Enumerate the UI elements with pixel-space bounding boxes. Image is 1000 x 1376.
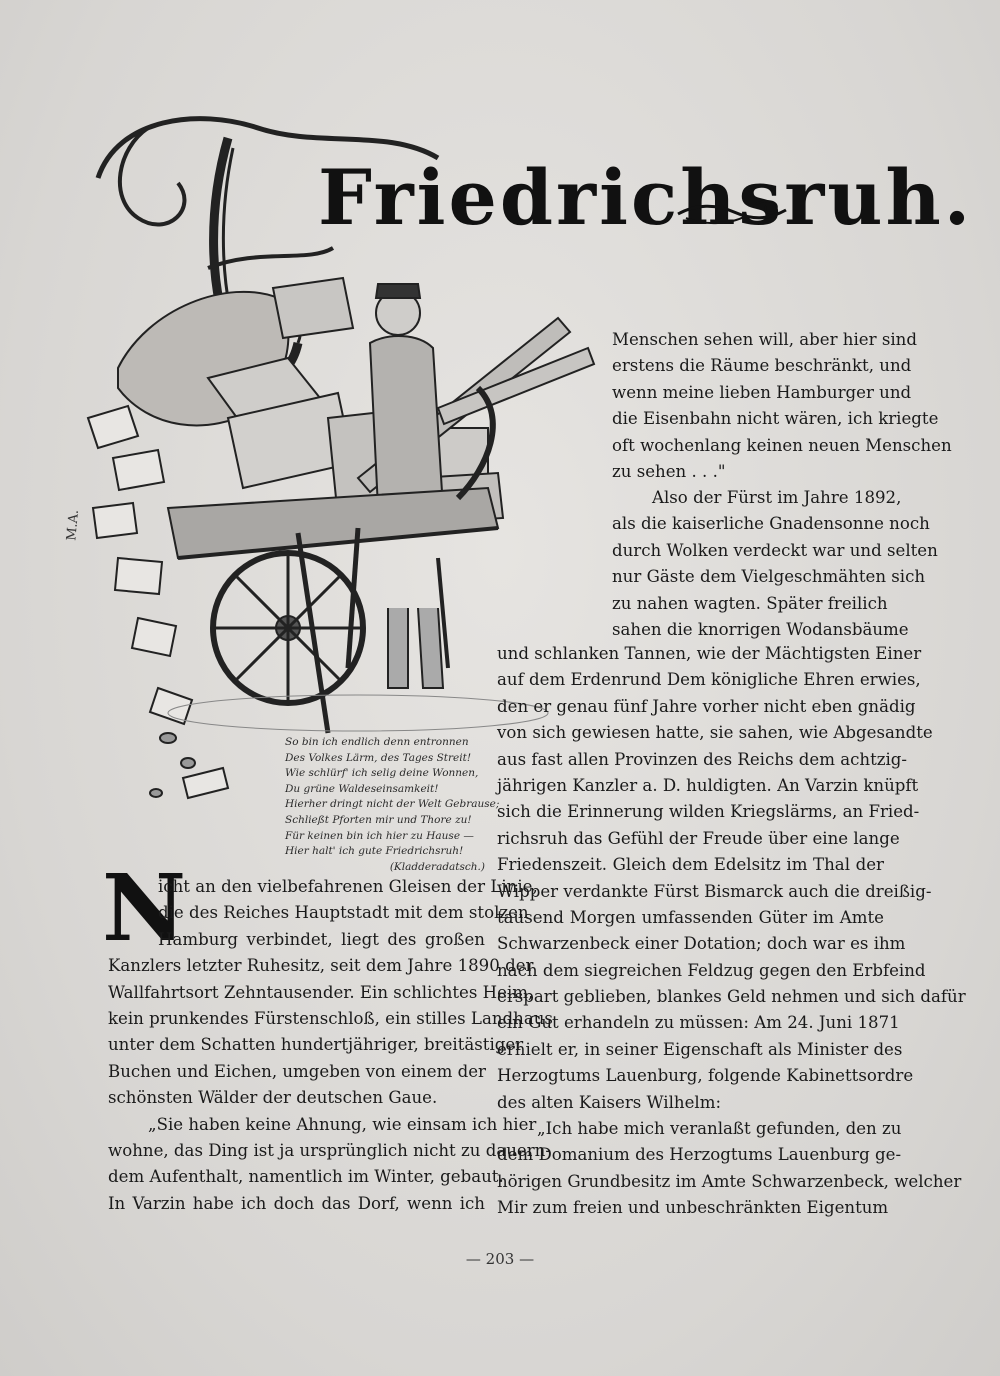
text-line: ein Gut erhandeln zu müssen: Am 24. Juni 1871 bbox=[497, 1013, 900, 1033]
poem-line: Wie schlürf' ich selig deine Wonnen, bbox=[285, 767, 479, 780]
text-line: erstens die Räume beschränkt, und bbox=[612, 356, 912, 376]
text-line: icht an den vielbefahrenen Gleisen der Linie, bbox=[158, 877, 538, 896]
text-line: zu sehen . . ." bbox=[612, 461, 726, 481]
text-line: von sich gewiesen hatte, sie sahen, wie Abgesandte bbox=[497, 723, 933, 743]
text-line: Friedenszeit. Gleich dem Edelsitz im Thal der bbox=[497, 855, 884, 875]
page-number: — 203 — bbox=[465, 1250, 535, 1268]
text-line: Menschen sehen will, aber hier sind bbox=[612, 330, 917, 349]
text-line: Also der Fürst im Jahre 1892, bbox=[652, 488, 902, 507]
text-line: durch Wolken verdeckt war und selten bbox=[612, 540, 938, 560]
poem-line: Du grüne Waldeseinsamkeit! bbox=[285, 782, 439, 795]
text-line: schönsten Wälder der deutschen Gaue. bbox=[108, 1088, 438, 1108]
text-line: tausend Morgen umfassenden Güter im Amte bbox=[497, 907, 884, 927]
text-line: „Sie haben keine Ahnung, wie einsam ich hier bbox=[148, 1114, 537, 1134]
text-line: wohne, das Ding ist ja ursprünglich nicht zu dauern- bbox=[108, 1140, 551, 1160]
text-line: „Ich habe mich veranlaßt gefunden, den zu bbox=[537, 1119, 902, 1139]
text-line: oft wochenlang keinen neuen Menschen bbox=[612, 435, 952, 455]
poem-source: (Kladderadatsch.) bbox=[389, 860, 485, 873]
text-line: den er genau fünf Jahre vorher nicht eben gnädig bbox=[497, 696, 916, 716]
left-column-text bbox=[108, 874, 553, 1217]
text-line: Kanzlers letzter Ruhesitz, seit dem Jahre 1890 der bbox=[108, 956, 534, 976]
poem-line: Des Volkes Lärm, des Tages Streit! bbox=[285, 751, 472, 764]
text-line: Wallfahrtsort Zehntausender. Ein schlichtes Heim, bbox=[108, 982, 534, 1002]
text-line: die Eisenbahn nicht wären, ich kriegte bbox=[612, 409, 939, 429]
poem-line: Schließt Pforten mir und Thore zu! bbox=[285, 813, 472, 826]
text-line: Buchen und Eichen, umgeben von einem der bbox=[108, 1061, 486, 1081]
text-line: In Varzin habe ich doch das Dorf, wenn ich bbox=[108, 1193, 485, 1213]
poem-line: Für keinen bin ich hier zu Hause — bbox=[285, 829, 474, 842]
text-line: sahen die knorrigen Wodansbäume bbox=[612, 619, 909, 639]
text-line: die des Reiches Hauptstadt mit dem stolzen bbox=[158, 903, 529, 923]
text-line: erhielt er, in seiner Eigenschaft als Minister des bbox=[497, 1039, 903, 1059]
right-column-paragraph-2-narrow bbox=[612, 485, 938, 643]
text-line: jährigen Kanzler a. D. huldigten. An Varzin knüpft bbox=[497, 775, 919, 795]
text-line: nach dem siegreichen Feldzug gegen den Erbfeind bbox=[497, 960, 926, 980]
text-line: hörigen Grundbesitz im Amte Schwarzenbeck, welcher bbox=[497, 1171, 962, 1191]
text-line: nur Gäste dem Vielgeschmähten sich bbox=[612, 567, 926, 587]
text-line: Herzogtums Lauenburg, folgende Kabinettsordre bbox=[497, 1066, 914, 1086]
poem-line: Hier halt' ich gute Friedrichsruh! bbox=[285, 845, 464, 858]
drop-cap: N bbox=[102, 854, 187, 962]
text-line: kein prunkendes Fürstenschloß, ein stilles Landhaus bbox=[108, 1008, 553, 1028]
illustration-poem bbox=[285, 735, 500, 875]
text-line: sich die Erinnerung wilden Kriegslärms, an Fried- bbox=[497, 802, 920, 822]
text-line: zu nahen wagten. Später freilich bbox=[612, 593, 888, 613]
text-line: als die kaiserliche Gnadensonne noch bbox=[612, 514, 930, 534]
poem-line: So bin ich endlich denn entronnen bbox=[285, 736, 469, 748]
text-line: dem Aufenthalt, namentlich im Winter, gebaut. bbox=[108, 1167, 504, 1187]
page-title: Friedrichsruh. bbox=[318, 153, 974, 242]
text-line: dem Domanium des Herzogtums Lauenburg ge- bbox=[497, 1145, 902, 1165]
illustration-signature: M.A. bbox=[64, 509, 82, 542]
text-line: des alten Kaisers Wilhelm: bbox=[497, 1092, 722, 1112]
poem-line: Hierher dringt nicht der Welt Gebrause; bbox=[285, 798, 500, 811]
text-line: und schlanken Tannen, wie der Mächtigsten Einer bbox=[497, 644, 922, 663]
text-line: Schwarzenbeck einer Dotation; doch war es ihm bbox=[497, 934, 906, 954]
right-column-paragraph-2-wide bbox=[497, 641, 966, 1222]
text-line: auf dem Erdenrund Dem königliche Ehren erwies, bbox=[497, 670, 921, 690]
text-line: Mir zum freien und unbeschränkten Eigentum bbox=[497, 1198, 889, 1218]
text-line: Wipper verdankte Fürst Bismarck auch die dreißig- bbox=[497, 881, 932, 901]
text-line: Hamburg verbindet, liegt des großen bbox=[158, 929, 485, 949]
text-line: unter dem Schatten hundertjähriger, breitästiger bbox=[108, 1035, 524, 1055]
text-line: erspart geblieben, blankes Geld nehmen und sich dafür bbox=[497, 987, 966, 1007]
flourish-ornament-icon bbox=[676, 196, 788, 230]
text-line: richsruh das Gefühl der Freude über eine lange bbox=[497, 828, 900, 848]
text-line: aus fast allen Provinzen des Reichs dem achtzig- bbox=[497, 749, 908, 769]
text-line: wenn meine lieben Hamburger und bbox=[612, 382, 912, 402]
right-column-paragraph-1 bbox=[612, 327, 952, 485]
